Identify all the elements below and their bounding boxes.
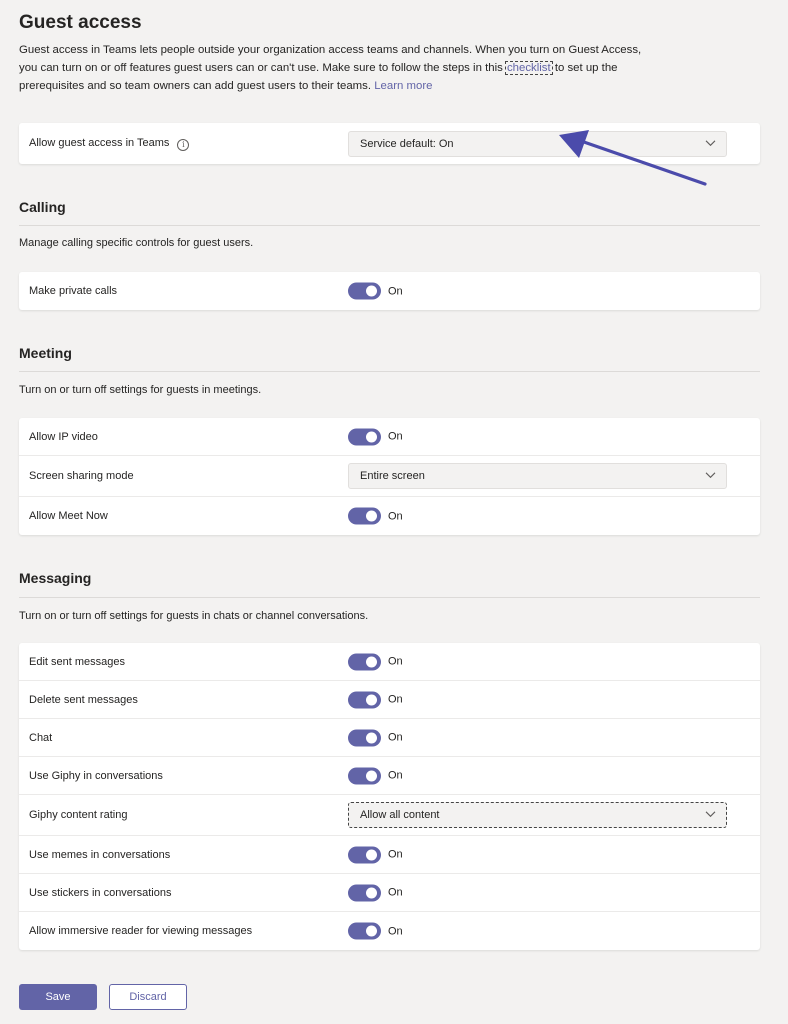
meeting-card (19, 418, 760, 535)
intro-text (19, 41, 659, 95)
meeting-description: Turn on or turn off settings for guests in meetings. (19, 384, 262, 396)
toggle-knob (366, 431, 377, 442)
calling-description: Manage calling specific controls for guest users. (19, 237, 254, 249)
use-memes-label: Use memes in conversations (29, 848, 171, 861)
save-button[interactable]: Save (19, 984, 97, 1010)
meeting-divider (19, 371, 760, 372)
edit-sent-messages-label: Edit sent messages (29, 655, 125, 668)
use-giphy-label: Use Giphy in conversations (29, 769, 163, 782)
chat-state: On (388, 731, 403, 744)
toggle-knob (366, 926, 377, 937)
arrow-annotation-icon (559, 128, 709, 190)
use-memes-row (19, 836, 760, 874)
allow-meet-now-state: On (388, 510, 403, 522)
screen-sharing-select[interactable] (348, 463, 727, 489)
use-stickers-state: On (388, 886, 403, 899)
make-private-calls-toggle-group (348, 283, 403, 300)
chat-toggle[interactable] (348, 729, 381, 746)
checklist-link[interactable]: checklist (506, 62, 551, 74)
chat-toggle-group (348, 729, 403, 746)
immersive-reader-toggle-group (348, 923, 403, 940)
use-giphy-row (19, 757, 760, 795)
delete-sent-messages-state: On (388, 693, 403, 706)
screen-sharing-label: Screen sharing mode (29, 470, 134, 482)
learn-more-link[interactable]: Learn more (374, 80, 433, 92)
intro-text-part1: Guest access in Teams lets people outside your organization access teams and channels. When you turn on Guest Access, you can turn on or off features guest users can or can't use. Make sure to follow the steps in this (19, 44, 642, 74)
use-giphy-state: On (388, 769, 403, 782)
guest-access-select-value: Service default: On (360, 137, 454, 150)
allow-meet-now-row (19, 497, 760, 535)
immersive-reader-row (19, 912, 760, 950)
allow-ip-video-label: Allow IP video (29, 430, 98, 443)
toggle-knob (366, 732, 377, 743)
toggle-knob (366, 849, 377, 860)
immersive-reader-label: Allow immersive reader for viewing messages (29, 925, 253, 937)
use-giphy-toggle-group (348, 767, 403, 784)
toggle-knob (366, 656, 377, 667)
toggle-knob (366, 770, 377, 781)
toggle-knob (366, 887, 377, 898)
use-stickers-toggle[interactable] (348, 884, 381, 901)
make-private-calls-label: Make private calls (29, 285, 118, 297)
meeting-section-title: Meeting (19, 345, 72, 361)
use-giphy-toggle[interactable] (348, 767, 381, 784)
immersive-reader-toggle[interactable] (348, 923, 381, 940)
toggle-knob (366, 286, 377, 297)
page-title: Guest access (19, 12, 142, 33)
calling-card (19, 272, 760, 310)
guest-access-label (29, 137, 189, 151)
screen-sharing-row (19, 456, 760, 497)
toggle-knob (366, 694, 377, 705)
delete-sent-messages-toggle-group (348, 691, 403, 708)
use-stickers-row (19, 874, 760, 912)
make-private-calls-toggle[interactable] (348, 283, 381, 300)
use-stickers-label: Use stickers in conversations (29, 886, 172, 899)
make-private-calls-state: On (388, 285, 403, 297)
edit-sent-messages-row (19, 643, 760, 681)
use-memes-state: On (388, 848, 403, 861)
allow-ip-video-toggle[interactable] (348, 428, 381, 445)
use-memes-toggle[interactable] (348, 846, 381, 863)
chevron-down-icon (705, 811, 716, 818)
messaging-section-title: Messaging (19, 570, 92, 586)
allow-ip-video-row (19, 418, 760, 456)
screen-sharing-select-value: Entire screen (360, 470, 425, 482)
guest-access-label-text: Allow guest access in Teams (29, 136, 170, 149)
chevron-down-icon (705, 472, 716, 479)
allow-ip-video-state: On (388, 430, 403, 443)
delete-sent-messages-toggle[interactable] (348, 691, 381, 708)
giphy-rating-row (19, 795, 760, 836)
delete-sent-messages-row (19, 681, 760, 719)
delete-sent-messages-label: Delete sent messages (29, 693, 138, 706)
chat-label: Chat (29, 731, 53, 744)
allow-ip-video-toggle-group (348, 428, 403, 445)
use-stickers-toggle-group (348, 884, 403, 901)
discard-button[interactable]: Discard (109, 984, 187, 1010)
allow-meet-now-label: Allow Meet Now (29, 510, 108, 522)
giphy-rating-select-value: Allow all content (360, 809, 440, 821)
allow-meet-now-toggle[interactable] (348, 508, 381, 525)
intro-text-part2: to set up the prerequisites and so team owners can add guest users to their teams. (19, 62, 618, 92)
messaging-card (19, 643, 760, 950)
info-icon[interactable]: i (177, 139, 189, 151)
calling-divider (19, 225, 760, 226)
edit-sent-messages-toggle-group (348, 653, 403, 670)
use-memes-toggle-group (348, 846, 403, 863)
giphy-rating-select[interactable] (348, 802, 727, 828)
toggle-knob (366, 511, 377, 522)
calling-section-title: Calling (19, 199, 66, 215)
make-private-calls-row (19, 272, 760, 310)
chat-row (19, 719, 760, 757)
giphy-rating-label: Giphy content rating (29, 809, 128, 821)
immersive-reader-state: On (388, 925, 403, 937)
allow-meet-now-toggle-group (348, 508, 403, 525)
edit-sent-messages-state: On (388, 655, 403, 668)
messaging-divider (19, 597, 760, 598)
messaging-description: Turn on or turn off settings for guests in chats or channel conversations. (19, 610, 369, 622)
edit-sent-messages-toggle[interactable] (348, 653, 381, 670)
